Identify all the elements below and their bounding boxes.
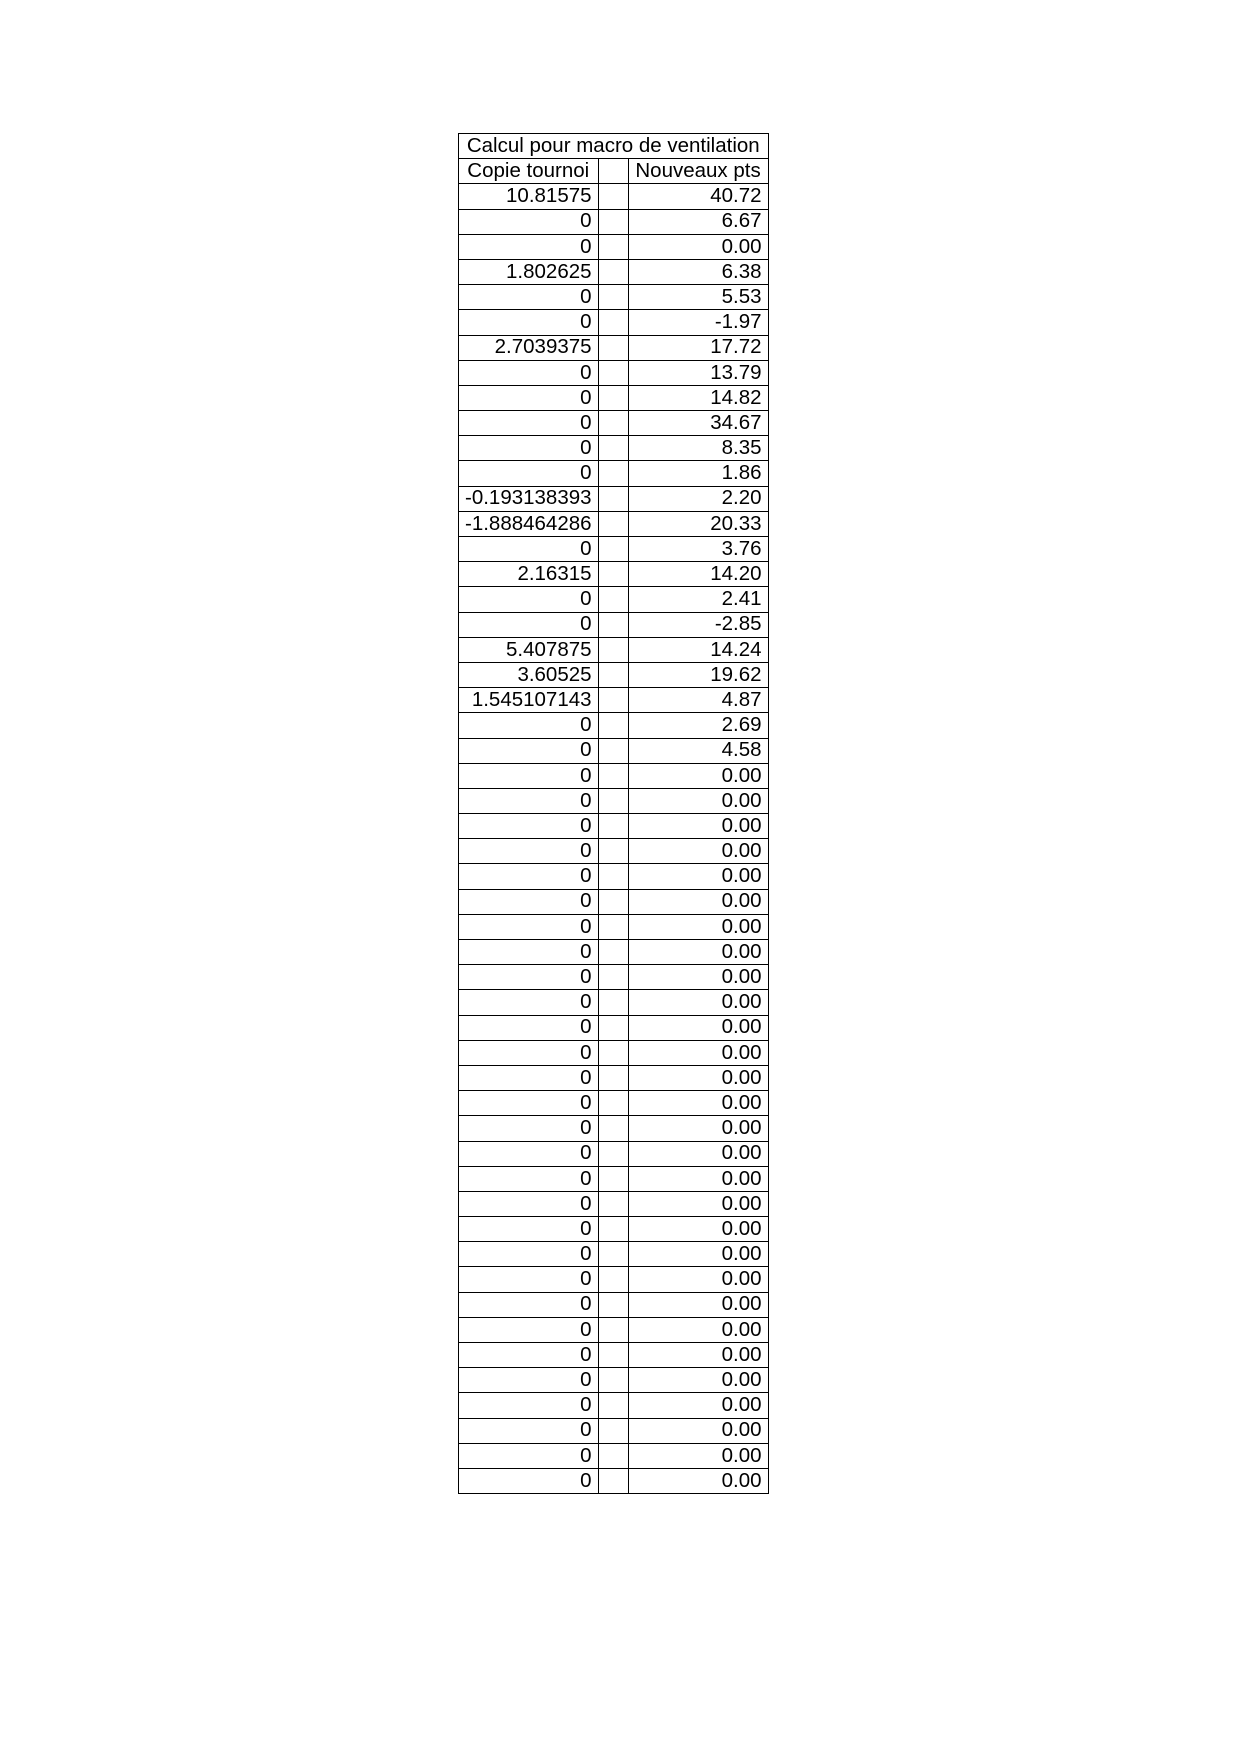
cell-nouveaux-pts[interactable]: 0.00	[628, 1242, 768, 1267]
cell-copie-tournoi[interactable]: 0	[459, 814, 599, 839]
table-row	[459, 889, 769, 914]
separator-column-cell	[598, 788, 628, 813]
table-row	[459, 335, 769, 360]
cell-nouveaux-pts[interactable]: 0.00	[628, 1015, 768, 1040]
cell-nouveaux-pts[interactable]: 0.00	[628, 1166, 768, 1191]
table-row	[459, 259, 769, 284]
cell-nouveaux-pts[interactable]: 0.00	[628, 763, 768, 788]
cell-copie-tournoi[interactable]: 1.802625	[459, 259, 599, 284]
table-row	[459, 1468, 769, 1493]
cell-nouveaux-pts[interactable]: 0.00	[628, 1468, 768, 1493]
cell-copie-tournoi[interactable]: 0	[459, 763, 599, 788]
cell-nouveaux-pts[interactable]: 0.00	[628, 814, 768, 839]
table-row	[459, 1368, 769, 1393]
separator-column-cell	[598, 1091, 628, 1116]
cell-copie-tournoi[interactable]: 0	[459, 1443, 599, 1468]
separator-column-cell	[598, 637, 628, 662]
cell-nouveaux-pts[interactable]: 0.00	[628, 1040, 768, 1065]
separator-column-cell	[598, 889, 628, 914]
separator-column-cell	[598, 461, 628, 486]
separator-column-cell	[598, 688, 628, 713]
separator-column-cell	[598, 1343, 628, 1368]
cell-copie-tournoi[interactable]: 0	[459, 1468, 599, 1493]
separator-column-cell	[598, 1166, 628, 1191]
cell-copie-tournoi[interactable]: -1.888464286	[459, 511, 599, 536]
cell-copie-tournoi[interactable]: 0	[459, 940, 599, 965]
table-row	[459, 612, 769, 637]
separator-column-cell	[598, 662, 628, 687]
table-row	[459, 385, 769, 410]
separator-column-cell	[598, 940, 628, 965]
separator-column-cell	[598, 486, 628, 511]
separator-column-cell	[598, 1393, 628, 1418]
cell-nouveaux-pts[interactable]: 0.00	[628, 788, 768, 813]
separator-column-cell	[598, 965, 628, 990]
table-row	[459, 234, 769, 259]
table-title: Calcul pour macro de ventilation	[459, 134, 769, 159]
cell-copie-tournoi[interactable]: 0	[459, 713, 599, 738]
separator-column-cell	[598, 1292, 628, 1317]
separator-column-cell	[598, 1418, 628, 1443]
table-row	[459, 1091, 769, 1116]
separator-column-cell	[598, 209, 628, 234]
cell-copie-tournoi[interactable]: 0	[459, 1393, 599, 1418]
table-title-row	[459, 134, 769, 159]
separator-column-cell	[598, 738, 628, 763]
table-row	[459, 1065, 769, 1090]
separator-column-cell	[598, 587, 628, 612]
separator-column-cell	[598, 411, 628, 436]
table-row	[459, 637, 769, 662]
table-row	[459, 1191, 769, 1216]
cell-nouveaux-pts[interactable]: 8.35	[628, 436, 768, 461]
separator-column-cell	[598, 385, 628, 410]
separator-column-cell	[598, 360, 628, 385]
cell-copie-tournoi[interactable]: 0	[459, 738, 599, 763]
table-row	[459, 587, 769, 612]
cell-nouveaux-pts[interactable]: 0.00	[628, 914, 768, 939]
separator-column-cell	[598, 1015, 628, 1040]
cell-copie-tournoi[interactable]: 0	[459, 461, 599, 486]
cell-nouveaux-pts[interactable]: 19.62	[628, 662, 768, 687]
table-row	[459, 1141, 769, 1166]
table-row	[459, 436, 769, 461]
cell-copie-tournoi[interactable]: 0	[459, 1116, 599, 1141]
cell-copie-tournoi[interactable]: 0	[459, 1418, 599, 1443]
cell-nouveaux-pts[interactable]: 0.00	[628, 990, 768, 1015]
separator-column-cell	[598, 1267, 628, 1292]
separator-column-cell	[598, 914, 628, 939]
cell-copie-tournoi[interactable]: 0	[459, 1040, 599, 1065]
cell-nouveaux-pts[interactable]: -2.85	[628, 612, 768, 637]
cell-nouveaux-pts[interactable]: 1.86	[628, 461, 768, 486]
cell-nouveaux-pts[interactable]: 3.76	[628, 537, 768, 562]
cell-nouveaux-pts[interactable]: 0.00	[628, 1343, 768, 1368]
cell-copie-tournoi[interactable]: 0	[459, 1292, 599, 1317]
cell-nouveaux-pts[interactable]: 0.00	[628, 1091, 768, 1116]
cell-nouveaux-pts[interactable]: 0.00	[628, 1292, 768, 1317]
table-row	[459, 1166, 769, 1191]
table-row	[459, 310, 769, 335]
table-row	[459, 814, 769, 839]
cell-nouveaux-pts[interactable]: 0.00	[628, 1065, 768, 1090]
column-header-copie-tournoi[interactable]: Copie tournoi	[459, 159, 599, 184]
separator-column-cell	[598, 1065, 628, 1090]
cell-nouveaux-pts[interactable]: 14.82	[628, 385, 768, 410]
column-header-nouveaux-pts[interactable]: Nouveaux pts	[628, 159, 768, 184]
table-row	[459, 411, 769, 436]
cell-nouveaux-pts[interactable]: 0.00	[628, 1191, 768, 1216]
separator-column-cell	[598, 511, 628, 536]
cell-copie-tournoi[interactable]: 2.7039375	[459, 335, 599, 360]
cell-copie-tournoi[interactable]: 0	[459, 587, 599, 612]
cell-nouveaux-pts[interactable]: -1.97	[628, 310, 768, 335]
cell-copie-tournoi[interactable]: 5.407875	[459, 637, 599, 662]
cell-nouveaux-pts[interactable]: 0.00	[628, 1116, 768, 1141]
table-row	[459, 1292, 769, 1317]
table-row	[459, 486, 769, 511]
cell-nouveaux-pts[interactable]: 0.00	[628, 1418, 768, 1443]
cell-copie-tournoi[interactable]: 0	[459, 1343, 599, 1368]
separator-column-cell	[598, 1191, 628, 1216]
cell-nouveaux-pts[interactable]: 6.67	[628, 209, 768, 234]
cell-nouveaux-pts[interactable]: 0.00	[628, 1443, 768, 1468]
separator-column-cell	[598, 310, 628, 335]
separator-column-cell	[598, 1242, 628, 1267]
separator-column-cell	[598, 436, 628, 461]
ventilation-macro-table	[458, 133, 769, 1494]
cell-copie-tournoi[interactable]: 0	[459, 1065, 599, 1090]
table-row	[459, 360, 769, 385]
cell-copie-tournoi[interactable]: 3.60525	[459, 662, 599, 687]
cell-copie-tournoi[interactable]: 0	[459, 1166, 599, 1191]
cell-copie-tournoi[interactable]: 0	[459, 990, 599, 1015]
cell-nouveaux-pts[interactable]: 0.00	[628, 1217, 768, 1242]
cell-nouveaux-pts[interactable]: 0.00	[628, 864, 768, 889]
table-row	[459, 788, 769, 813]
table-row	[459, 562, 769, 587]
cell-nouveaux-pts[interactable]: 6.38	[628, 259, 768, 284]
separator-column-cell	[598, 612, 628, 637]
cell-nouveaux-pts[interactable]: 4.87	[628, 688, 768, 713]
table-row	[459, 965, 769, 990]
cell-copie-tournoi[interactable]: 0	[459, 234, 599, 259]
table-row	[459, 537, 769, 562]
table-row	[459, 990, 769, 1015]
separator-column-cell	[598, 1317, 628, 1342]
table-row	[459, 864, 769, 889]
cell-copie-tournoi[interactable]: 0	[459, 537, 599, 562]
cell-copie-tournoi[interactable]: 0	[459, 1091, 599, 1116]
table-row	[459, 1242, 769, 1267]
separator-column-cell	[598, 1468, 628, 1493]
cell-nouveaux-pts[interactable]: 14.24	[628, 637, 768, 662]
table-row	[459, 738, 769, 763]
table-row	[459, 914, 769, 939]
cell-nouveaux-pts[interactable]: 0.00	[628, 889, 768, 914]
cell-copie-tournoi[interactable]: 0	[459, 965, 599, 990]
cell-copie-tournoi[interactable]: -0.193138393	[459, 486, 599, 511]
cell-copie-tournoi[interactable]: 0	[459, 310, 599, 335]
cell-nouveaux-pts[interactable]: 0.00	[628, 839, 768, 864]
cell-nouveaux-pts[interactable]: 17.72	[628, 335, 768, 360]
cell-copie-tournoi[interactable]: 0	[459, 1267, 599, 1292]
cell-copie-tournoi[interactable]: 0	[459, 436, 599, 461]
table-row	[459, 1343, 769, 1368]
cell-nouveaux-pts[interactable]: 20.33	[628, 511, 768, 536]
separator-column-cell	[598, 1040, 628, 1065]
cell-nouveaux-pts[interactable]: 0.00	[628, 1317, 768, 1342]
separator-column-cell	[598, 234, 628, 259]
cell-copie-tournoi[interactable]: 0	[459, 788, 599, 813]
table-row	[459, 511, 769, 536]
separator-column-cell	[598, 1443, 628, 1468]
cell-copie-tournoi[interactable]: 10.81575	[459, 184, 599, 209]
cell-copie-tournoi[interactable]: 0	[459, 360, 599, 385]
cell-copie-tournoi[interactable]: 0	[459, 209, 599, 234]
separator-column-cell	[598, 1368, 628, 1393]
cell-copie-tournoi[interactable]: 0	[459, 612, 599, 637]
separator-column-cell	[598, 1116, 628, 1141]
cell-copie-tournoi[interactable]: 0	[459, 1141, 599, 1166]
cell-nouveaux-pts[interactable]: 34.67	[628, 411, 768, 436]
cell-nouveaux-pts[interactable]: 0.00	[628, 965, 768, 990]
cell-nouveaux-pts[interactable]: 0.00	[628, 1267, 768, 1292]
table-row	[459, 1317, 769, 1342]
separator-column-cell	[598, 184, 628, 209]
table-row	[459, 1040, 769, 1065]
separator-column-cell	[598, 1217, 628, 1242]
cell-copie-tournoi[interactable]: 2.16315	[459, 562, 599, 587]
cell-nouveaux-pts[interactable]: 0.00	[628, 1393, 768, 1418]
cell-nouveaux-pts[interactable]: 2.20	[628, 486, 768, 511]
table-row	[459, 662, 769, 687]
cell-nouveaux-pts[interactable]: 14.20	[628, 562, 768, 587]
cell-nouveaux-pts[interactable]: 2.69	[628, 713, 768, 738]
cell-nouveaux-pts[interactable]: 2.41	[628, 587, 768, 612]
separator-column-header	[598, 159, 628, 184]
cell-copie-tournoi[interactable]: 0	[459, 285, 599, 310]
cell-copie-tournoi[interactable]: 0	[459, 1242, 599, 1267]
cell-nouveaux-pts[interactable]: 13.79	[628, 360, 768, 385]
cell-nouveaux-pts[interactable]: 5.53	[628, 285, 768, 310]
cell-copie-tournoi[interactable]: 0	[459, 914, 599, 939]
cell-nouveaux-pts[interactable]: 0.00	[628, 940, 768, 965]
cell-copie-tournoi[interactable]: 0	[459, 839, 599, 864]
table-row	[459, 839, 769, 864]
cell-copie-tournoi[interactable]: 0	[459, 1368, 599, 1393]
separator-column-cell	[598, 839, 628, 864]
separator-column-cell	[598, 285, 628, 310]
cell-copie-tournoi[interactable]: 0	[459, 864, 599, 889]
cell-copie-tournoi[interactable]: 0	[459, 385, 599, 410]
table-row	[459, 461, 769, 486]
cell-copie-tournoi[interactable]: 0	[459, 889, 599, 914]
cell-copie-tournoi[interactable]: 0	[459, 411, 599, 436]
separator-column-cell	[598, 864, 628, 889]
separator-column-cell	[598, 814, 628, 839]
cell-nouveaux-pts[interactable]: 40.72	[628, 184, 768, 209]
table-row	[459, 940, 769, 965]
table-row	[459, 763, 769, 788]
table-row	[459, 1217, 769, 1242]
cell-nouveaux-pts[interactable]: 0.00	[628, 1368, 768, 1393]
cell-copie-tournoi[interactable]: 0	[459, 1191, 599, 1216]
table-row	[459, 688, 769, 713]
cell-copie-tournoi[interactable]: 0	[459, 1317, 599, 1342]
separator-column-cell	[598, 259, 628, 284]
separator-column-cell	[598, 335, 628, 360]
separator-column-cell	[598, 1141, 628, 1166]
table-row	[459, 285, 769, 310]
separator-column-cell	[598, 763, 628, 788]
table-row	[459, 209, 769, 234]
cell-copie-tournoi[interactable]: 0	[459, 1015, 599, 1040]
table-row	[459, 1015, 769, 1040]
separator-column-cell	[598, 562, 628, 587]
separator-column-cell	[598, 713, 628, 738]
table-row	[459, 1418, 769, 1443]
table-row	[459, 1393, 769, 1418]
table-row	[459, 184, 769, 209]
table-row	[459, 713, 769, 738]
cell-nouveaux-pts[interactable]: 0.00	[628, 234, 768, 259]
table-row	[459, 1116, 769, 1141]
separator-column-cell	[598, 537, 628, 562]
table-header-row	[459, 159, 769, 184]
cell-copie-tournoi[interactable]: 0	[459, 1217, 599, 1242]
separator-column-cell	[598, 990, 628, 1015]
cell-copie-tournoi[interactable]: 1.545107143	[459, 688, 599, 713]
table-row	[459, 1267, 769, 1292]
table-row	[459, 1443, 769, 1468]
cell-nouveaux-pts[interactable]: 4.58	[628, 738, 768, 763]
cell-nouveaux-pts[interactable]: 0.00	[628, 1141, 768, 1166]
